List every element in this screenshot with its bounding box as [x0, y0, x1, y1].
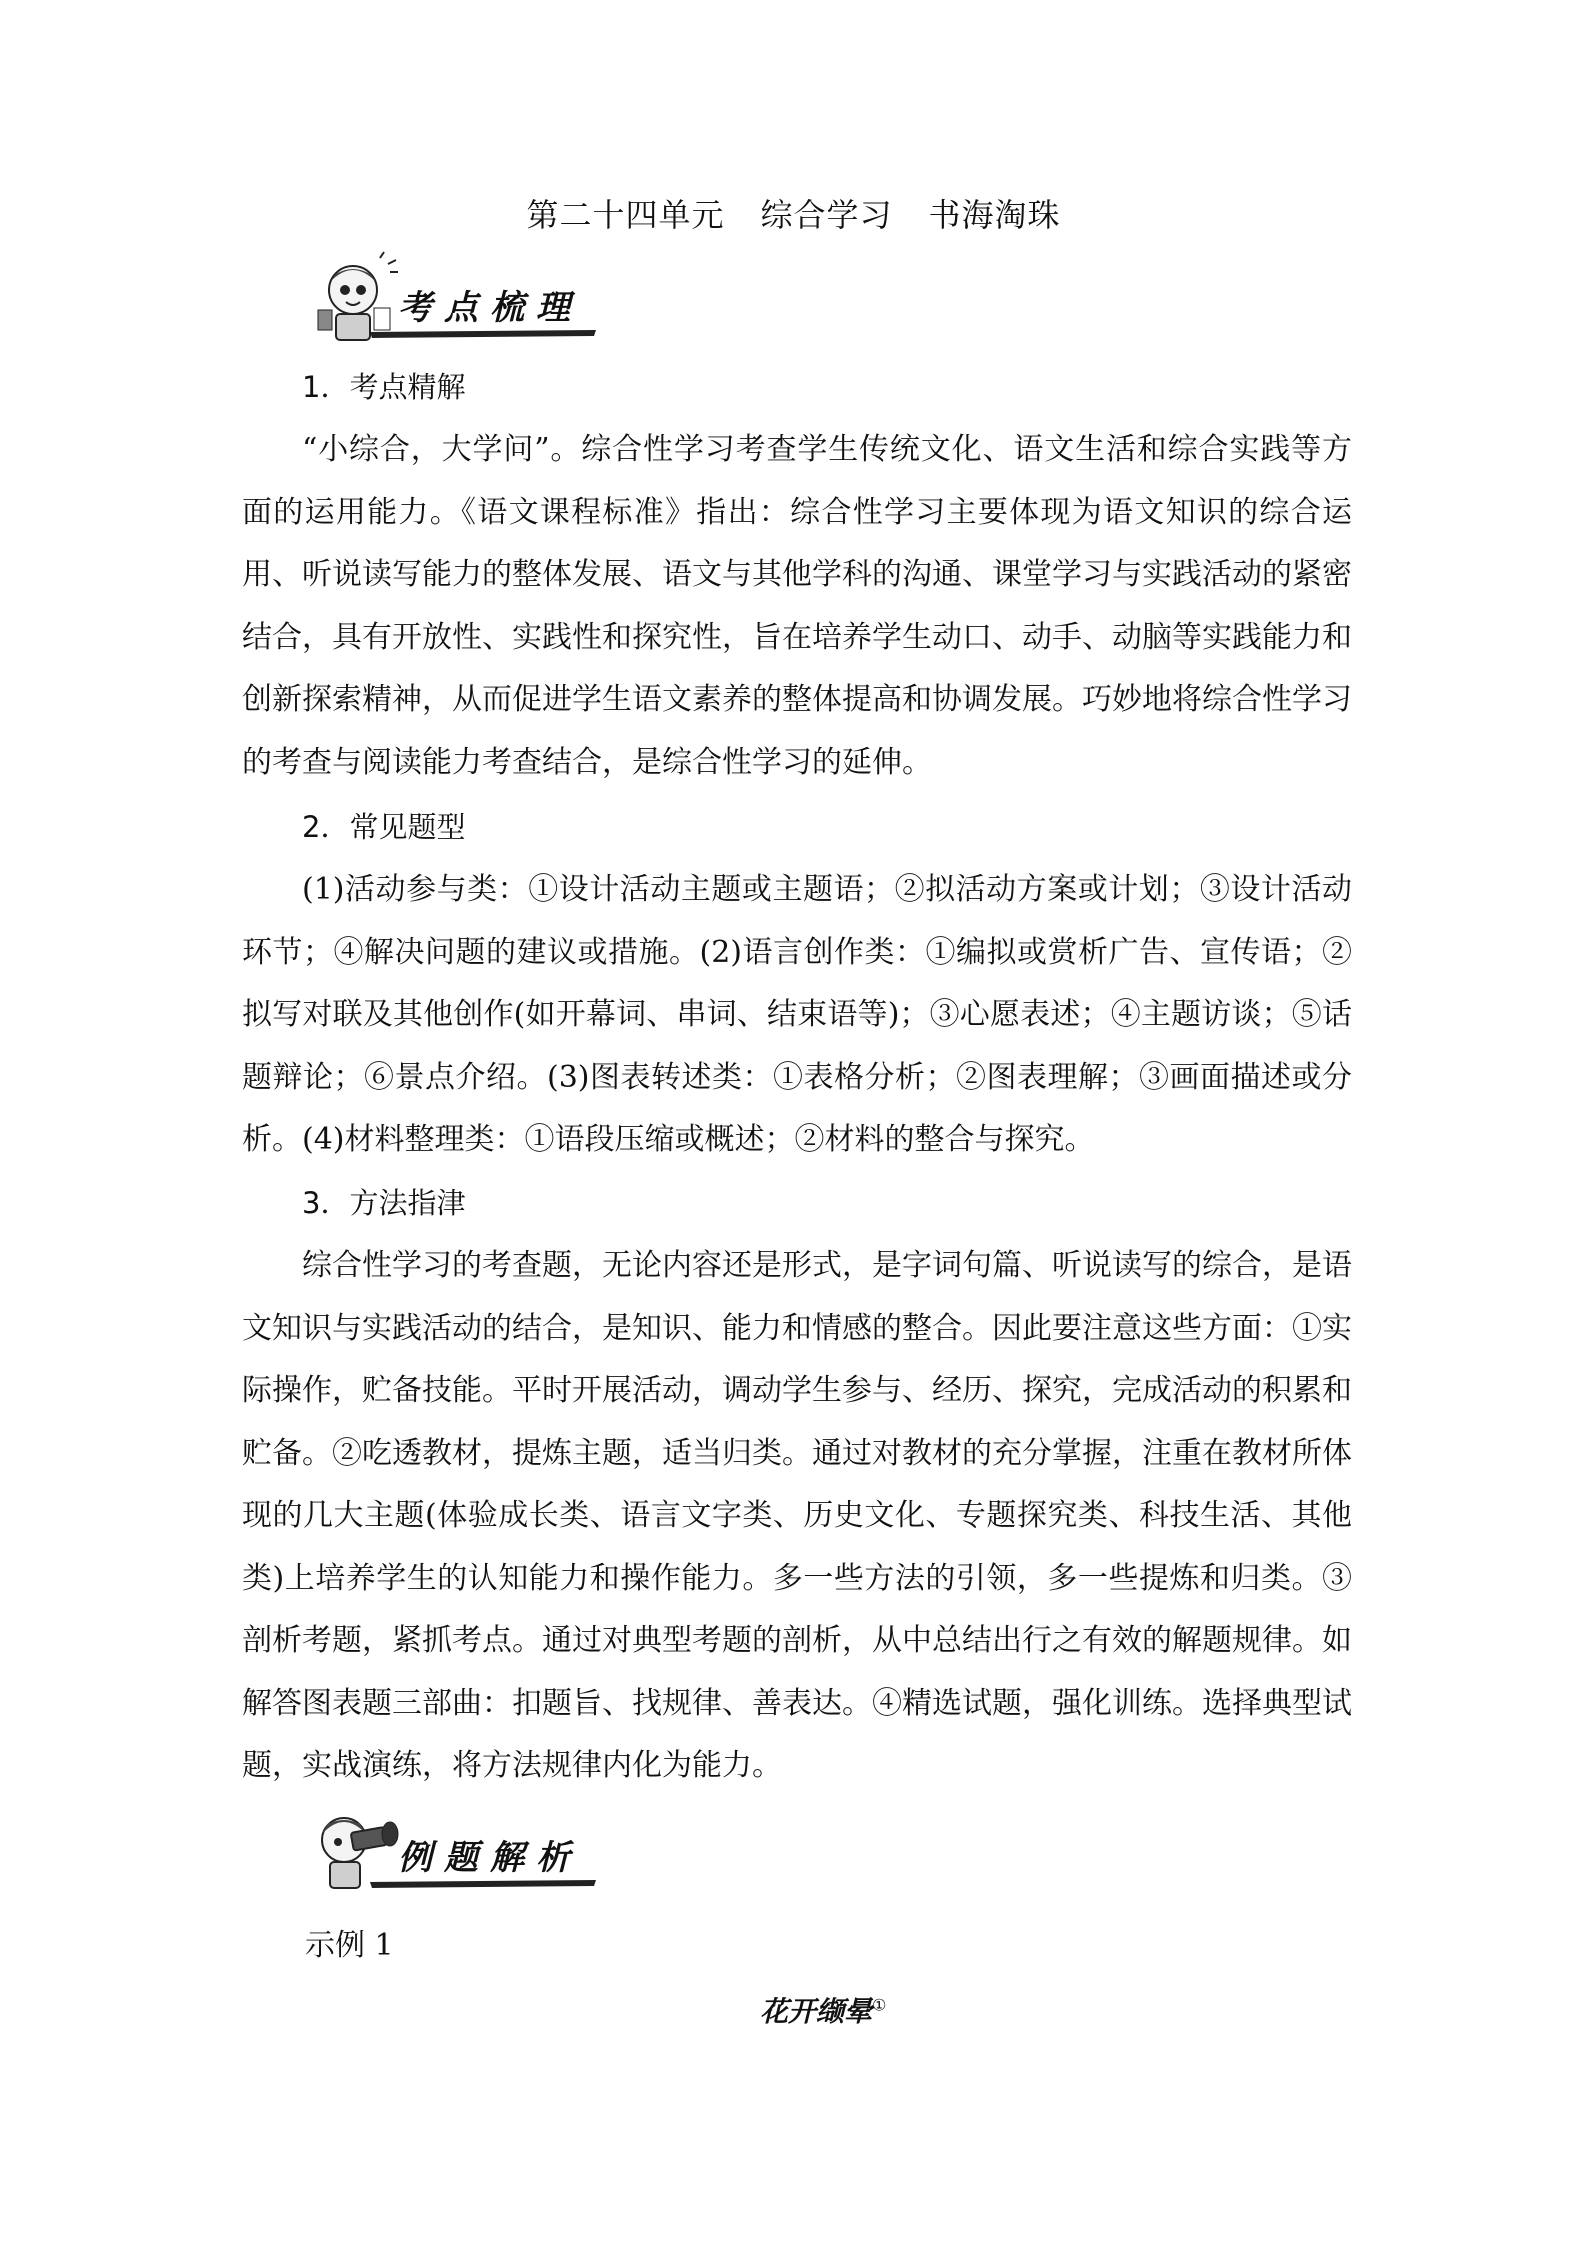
- footnote-mark: ①: [872, 1995, 887, 2015]
- banner-underline: [368, 1876, 598, 1890]
- section-heading: 3．方法指津: [302, 1186, 466, 1220]
- key-points-banner: [308, 250, 598, 350]
- example-analysis-title: 例题解析: [398, 1838, 582, 1878]
- page-title: [0, 190, 1587, 236]
- section-heading: 1．考点精解: [302, 370, 466, 404]
- subtitle-label: 书海淘珠: [928, 196, 1061, 234]
- poem-title-text: 花开缬晕: [760, 1995, 873, 2028]
- key-points-title: 考点梳理: [398, 288, 582, 328]
- topic-label: 综合学习: [760, 196, 893, 234]
- example-label: 示例 1: [305, 1928, 394, 1963]
- section-question-types: [242, 795, 1352, 1172]
- section-heading: 2．常见题型: [302, 810, 466, 844]
- example-analysis-banner: [308, 1800, 598, 1900]
- section-paragraph: (1)活动参与类：①设计活动主题或主题语；②拟活动方案或计划；③设计活动环节；④解决问题的建议或措施。(2)语言创作类：①编拟或赏析广告、宣传语；②拟写对联及其他创作(如开幕词、串词、结束语等)；③心愿表述；④主题访谈；⑤话题辩论；⑥景点介绍。(3)图表转述类：①表格分析；②图表理解；③画面描述或分析。(4)材料整理类：①语段压缩或概述；②材料的整合与探究。: [242, 872, 1352, 1157]
- section-key-points: [242, 355, 1352, 794]
- section-paragraph: “小综合，大学问”。综合性学习考查学生传统文化、语文生活和综合实践等方面的运用能力。《语文课程标准》指出：综合性学习主要体现为语文知识的综合运用、听说读写能力的整体发展、语文与其他学科的沟通、课堂学习与实践活动的紧密结合，具有开放性、实践性和探究性，旨在培养学生动口、动手、动脑等实践能力和创新探索精神，从而促进学生语文素养的整体提高和协调发展。巧妙地将综合性学习的考查与阅读能力考查结合，是综合性学习的延伸。: [242, 432, 1352, 780]
- unit-label: 第二十四单元: [526, 196, 725, 234]
- banner-underline: [368, 326, 598, 340]
- poem-title: [760, 1990, 886, 2030]
- section-methods: [242, 1171, 1352, 1798]
- section-paragraph: 综合性学习的考查题，无论内容还是形式，是字词句篇、听说读写的综合，是语文知识与实践活动的结合，是知识、能力和情感的整合。因此要注意这些方面：①实际操作，贮备技能。平时开展活动，调动学生参与、经历、探究，完成活动的积累和贮备。②吃透教材，提炼主题，适当归类。通过对教材的充分掌握，注重在教材所体现的几大主题(体验成长类、语言文字类、历史文化、专题探究类、科技生活、其他类)上培养学生的认知能力和操作能力。多一些方法的引领，多一些提炼和归类。③剖析考题，紧抓考点。通过对典型考题的剖析，从中总结出行之有效的解题规律。如解答图表题三部曲：扣题旨、找规律、善表达。④精选试题，强化训练。选择典型试题，实战演练，将方法规律内化为能力。: [242, 1248, 1352, 1783]
